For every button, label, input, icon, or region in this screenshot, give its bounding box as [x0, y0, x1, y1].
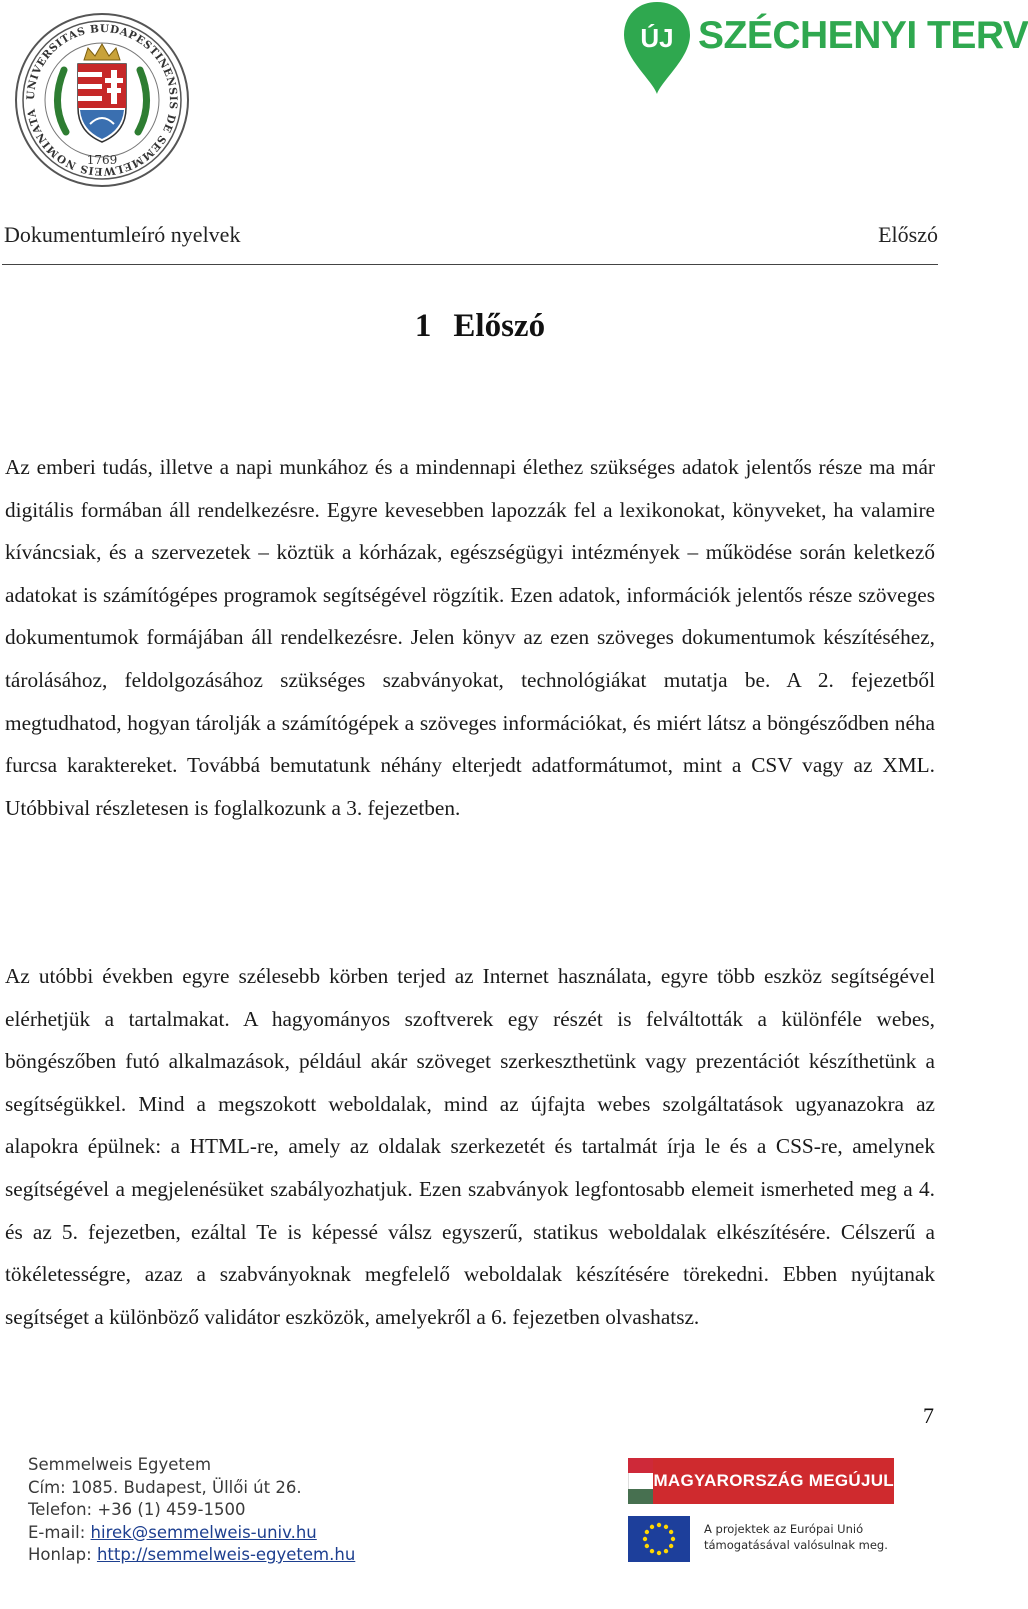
eu-star — [650, 1525, 654, 1529]
chapter-title-text: Előszó — [453, 308, 546, 344]
eu-star — [671, 1537, 675, 1541]
svg-text:ÚJ: ÚJ — [640, 23, 674, 53]
eu-star — [643, 1537, 647, 1541]
hungarian-flag-icon — [628, 1458, 653, 1504]
svg-text:UNIVERSITAS BUDAPESTINENSIS DE: UNIVERSITAS BUDAPESTINENSIS DE SEMMELWEIS NOMINATA — [24, 22, 180, 178]
eu-star — [669, 1530, 673, 1534]
eu-star — [657, 1523, 661, 1527]
header-divider — [2, 264, 938, 265]
footer-institution: Semmelweis Egyetem — [28, 1455, 212, 1474]
eu-flag-icon — [628, 1516, 690, 1562]
map-pin-icon — [622, 0, 692, 96]
footer-email-link[interactable]: hirek@semmelweis-univ.hu — [90, 1522, 317, 1542]
footer-web-row: Honlap: http://semmelweis-egyetem.hu — [28, 1545, 356, 1564]
chapter-number: 1 — [414, 308, 432, 344]
university-seal-icon — [14, 12, 190, 188]
body-paragraph-2: Az utóbbi években egyre szélesebb körben terjed az Internet használata, egyre több eszköz segítségével elérhetjük a tartalmakat. A hagyományos szoftverek egy részét is felváltották a különféle webes, böngészőben futó alkalmazások, például akár szöveget szerkeszthetünk vagy prezentációt készíthetünk a segítségükkel. Mind a megszokott weboldalak, mind az újfajta webes szolgáltatások ugyanazokra az alapokra épülnek: a HTML-re, amely az oldalak szerkezetét és tartalmát írja le és a CSS-re, amelynek segítségével a megjelenésüket szabályozhatjuk. Ezen szabványok legfontosabb elemeit ismerheted meg a 4. és az 5. fejezetben, ezáltal Te is képessé válsz egyszerű, statikus weboldalak elkészítésére. Célszerű a tökéletességre, azaz a szabványoknak megfelelő weboldalak készítésére törekedni. Ebben nyújtanak segítséget a különböző validátor eszközök, amelyekről a 6. fejezetben olvashatsz. — [5, 964, 935, 1329]
header-book-title: Dokumentumleíró nyelvek — [4, 222, 241, 247]
eu-support-text: A projektek az Európai Unió támogatásával valósulnak meg. — [704, 1522, 888, 1552]
svg-text:1769: 1769 — [86, 153, 118, 167]
eu-star — [657, 1551, 661, 1555]
eu-star — [664, 1525, 668, 1529]
body-paragraph-1: Az emberi tudás, illetve a napi munkához és a mindennapi élethez szükséges adatok jelentős része ma már digitális formában áll rendelkezésre. Egyre kevesebben lapozzák fel a lexikonokat, könyveket, ha valamire kíváncsiak, és a szervezetek – köztük a kórházak, egészségügyi intézmények – működése során keletkező adatokat is számítógépes programok segítségével rögzítik. Ezen adatok, információk jelentős része szöveges dokumentumok formájában áll rendelkezésre. Jelen könyv az ezen szöveges dokumentumok készítéséhez, tárolásához, feldolgozásához szükséges szabványokat, technológiákat mutatja be. A 2. fejezetből megtudhatod, hogyan tárolják a számítógépek a szöveges információkat, és miért látsz a böngésződben néha furcsa karaktereket. Továbbá bemutatunk néhány elterjedt adatformátumot, mint a CSV vagy az XML. Utóbbival részletesen is foglalkozunk a 3. fejezetben. — [5, 455, 935, 820]
eu-star — [669, 1544, 673, 1548]
footer-web-link[interactable]: http://semmelweis-egyetem.hu — [96, 1545, 356, 1564]
page-number: 7 — [923, 1403, 934, 1428]
footer-address — [28, 1454, 355, 1567]
magyarorszag-megujul-banner — [628, 1458, 894, 1504]
banner-text: MAGYARORSZÁG MEGÚJUL — [653, 1458, 894, 1504]
uj-logo-text: SZÉCHENYI TERV — [698, 14, 1028, 57]
eu-star — [645, 1544, 649, 1548]
header-section-title: Előszó — [878, 222, 938, 247]
footer-email-row: E-mail: hirek@semmelweis-univ.hu — [28, 1522, 317, 1542]
running-header — [4, 218, 938, 252]
footer-postal-address: Cím: 1085. Budapest, Üllői út 26. — [28, 1477, 302, 1497]
eu-star — [650, 1549, 654, 1553]
eu-star — [645, 1530, 649, 1534]
chapter-title — [0, 308, 960, 345]
eu-star — [664, 1549, 668, 1553]
footer-phone: Telefon: +36 (1) 459-1500 — [28, 1500, 246, 1519]
